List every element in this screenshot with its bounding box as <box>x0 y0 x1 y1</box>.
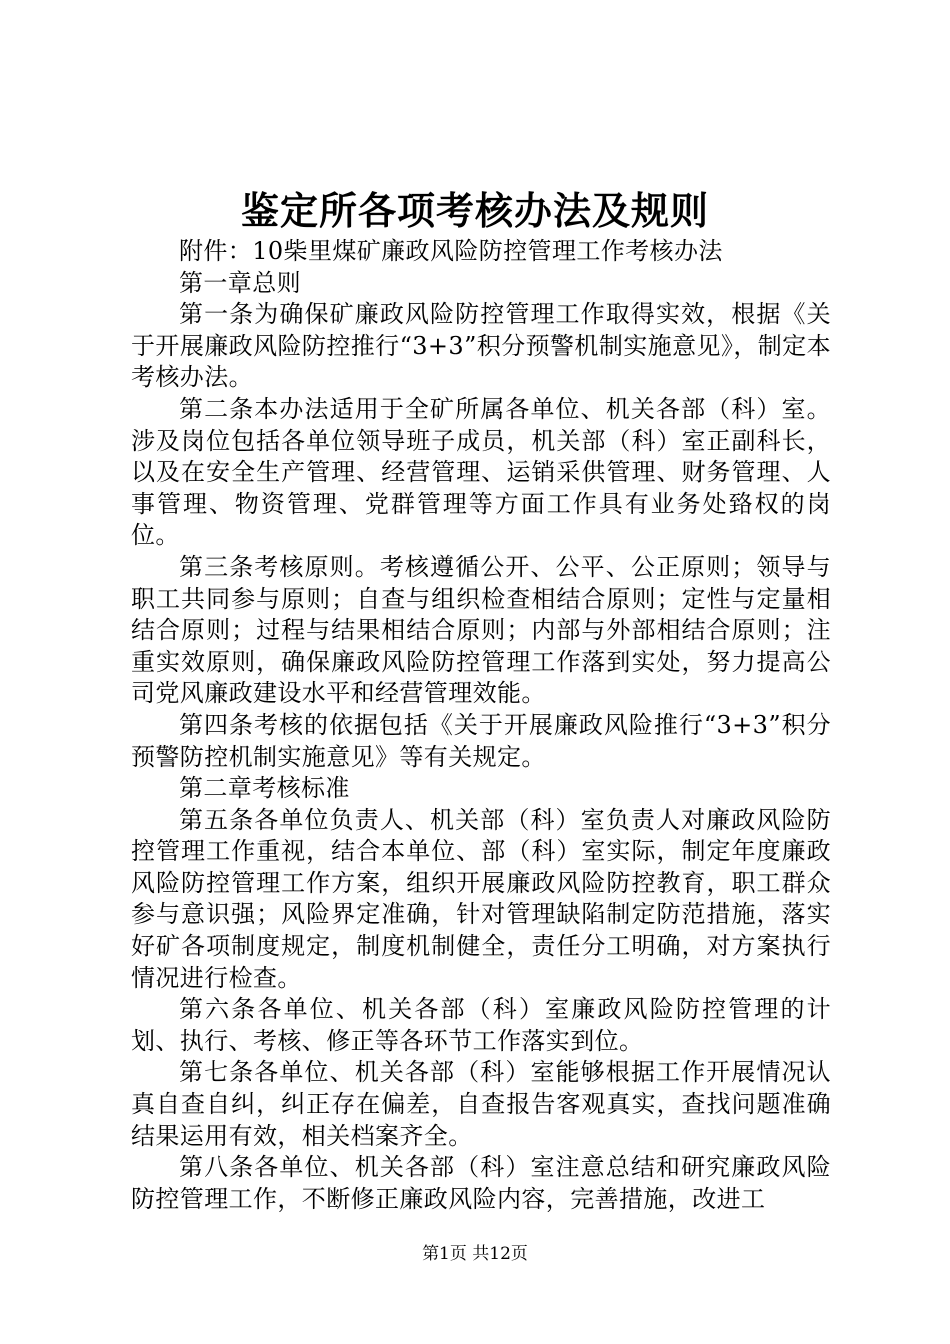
article-paragraph: 第七条各单位、机关各部（科）室能够根据工作开展情况认真自查自纠，纠正存在偏差，自查报告客观真实，查找问题准确结果运用有效，相关档案齐全。 <box>131 1058 831 1150</box>
article-paragraph: 第四条考核的依据包括《关于开展廉政风险推行“3+3”积分预警防控机制实施意见》等有关规定。 <box>131 710 831 771</box>
page-number: 第1页 <box>422 1244 467 1264</box>
document-title: 鉴定所各项考核办法及规则 <box>240 188 709 233</box>
article-paragraph: 第六条各单位、机关各部（科）室廉政风险防控管理的计划、执行、考核、修正等各环节工作落实到位。 <box>131 995 831 1055</box>
article-paragraph: 第八条各单位、机关各部（科）室注意总结和研究廉政风险防控管理工作，不断修正廉政风险内容，完善措施，改进工 <box>131 1153 831 1213</box>
page-footer <box>0 1243 950 1265</box>
article-paragraph: 第二条本办法适用于全矿所属各单位、机关各部（科）室。涉及岗位包括各单位领导班子成员，机关部（科）室正副科长，以及在安全生产管理、经营管理、运销采供管理、财务管理、人事管理、物资管理、党群管理等方面工作具有业务处臵权的岗位。 <box>131 394 831 550</box>
article-paragraph: 第一条为确保矿廉政风险防控管理工作取得实效，根据《关于开展廉政风险防控推行“3+3”积分预警机制实施意见》，制定本考核办法。 <box>131 300 831 392</box>
page-total: 共12页 <box>472 1244 528 1264</box>
article-paragraph: 第五条各单位负责人、机关部（科）室负责人对廉政风险防控管理工作重视，结合本单位、部（科）室实际，制定年度廉政风险防控管理工作方案，组织开展廉政风险防控教育，职工群众参与意识强；风险界定准确，针对管理缺陷制定防范措施，落实好矿各项制度规定，制度机制健全，责任分工明确，对方案执行情况进行检查。 <box>131 805 831 992</box>
attachment-line: 附件：10柴里煤矿廉政风险防控管理工作考核办法 <box>179 237 723 265</box>
article-paragraph: 第三条考核原则。考核遵循公开、公平、公正原则；领导与职工共同参与原则；自查与组织检查相结合原则；定性与定量相结合原则；过程与结果相结合原则；内部与外部相结合原则；注重实效原则，确保廉政风险防控管理工作落到实处，努力提高公司党风廉政建设水平和经营管理效能。 <box>131 552 831 708</box>
chapter-heading: 第二章考核标准 <box>179 774 350 803</box>
document-body <box>131 236 831 1215</box>
chapter-heading: 第一章总则 <box>179 268 301 297</box>
